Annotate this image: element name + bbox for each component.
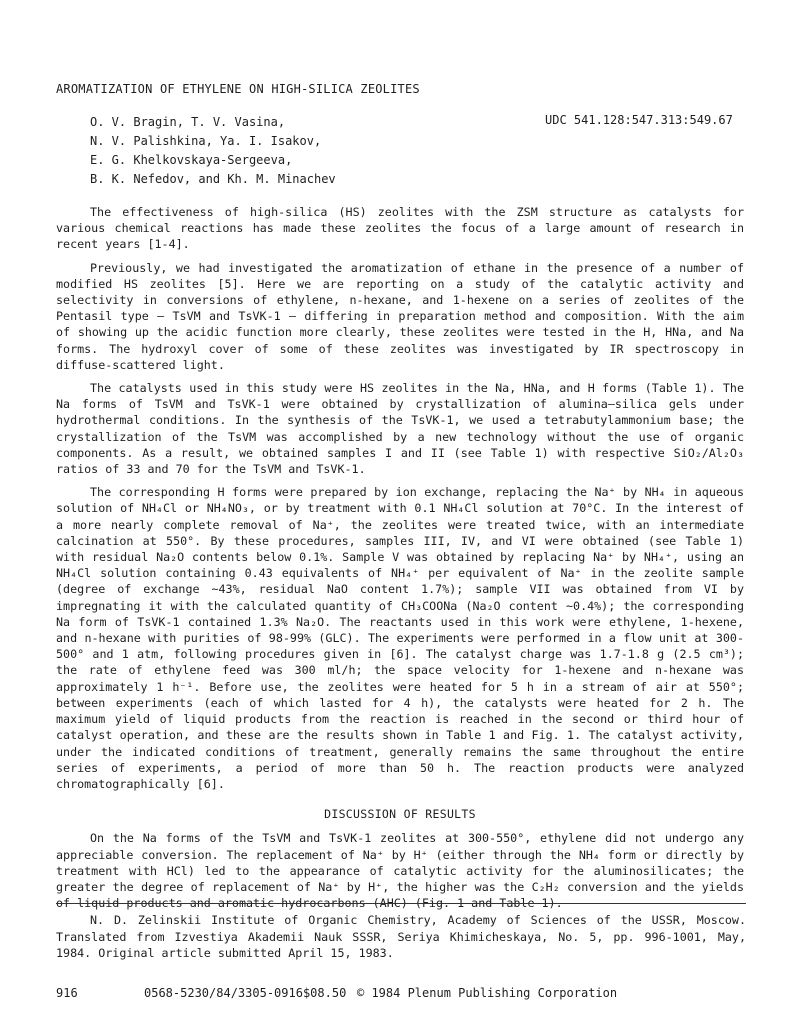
footnote: [56, 912, 746, 962]
body-paragraph: On the Na forms of the TsVM and TsVK-1 zeolites at 300-550°, ethylene did not undergo any appreciable conversion. The replacement of Na⁺ by H⁺ (either through the NH₄ form or directly by treatment with HCl) led to the appearance of catalytic activity for the aluminosilicates; the greater the degree of replacement of Na⁺ by H⁺, the higher was the C₂H₂ conversion and the yields of liquid products and aromatic hydrocarbons (AHC) (Fig. 1 and Table 1).: [56, 831, 744, 911]
footnote-text: N. D. Zelinskii Institute of Organic Chemistry, Academy of Sciences of the USSR, Moscow. Translated from Izvestiya Akademii Nauk SSSR, Seriya Khimicheskaya, No. 5, pp. 996-1001, May, 1984. Original article submitted April 15, 1983.: [56, 913, 746, 960]
body-paragraph: Previously, we had investigated the aromatization of ethane in the presence of a number of modified HS zeolites [5]. Here we are reporting on a study of the catalytic activity and selectivity in conversions of ethylene, n-hexane, and 1-hexene on a series of zeolites of the Pentasil type — TsVM and TsVK-1 — differing in preparation method and composition. With the aim of showing up the acidic function more clearly, these zeolites were tested in the H, HNa, and Na forms. The hydroxyl cover of some of these zeolites was investigated by IR spectroscopy in diffuse-scattered light.: [56, 260, 744, 372]
author-line: B. K. Nefedov, and Kh. M. Minachev: [90, 172, 336, 186]
footnote-divider: [56, 903, 746, 904]
page-number: 916: [56, 986, 78, 1000]
body-paragraph: The catalysts used in this study were HS zeolites in the Na, HNa, and H forms (Table 1). The Na forms of TsVM and TsVK-1 were obtained by crystallization of alumina–silica gels under hydrothermal conditions. In the synthesis of the TsVK-1, we used a tetrabutylammonium base; the crystallization of the TsVM was accomplished by a new technology without the use of organic components. As a result, we obtained samples I and II (see Table 1) with respective SiO₂/Al₂O₃ ratios of 33 and 70 for the TsVM and TsVK-1.: [56, 381, 744, 477]
author-line: O. V. Bragin, T. V. Vasina,: [90, 115, 286, 129]
article-code: 0568-5230/84/3305-0916$08.50: [144, 986, 347, 1000]
author-list: [90, 113, 336, 189]
article-body: [56, 204, 744, 918]
body-paragraph: The effectiveness of high-silica (HS) zeolites with the ZSM structure as catalysts for various chemical reactions has made these zeolites the focus of a large amount of research in recent years [1-4].: [56, 205, 744, 252]
author-line: E. G. Khelkovskaya-Sergeeva,: [90, 153, 293, 167]
author-line: N. V. Palishkina, Ya. I. Isakov,: [90, 134, 322, 148]
article-title: AROMATIZATION OF ETHYLENE ON HIGH-SILICA ZEOLITES: [56, 82, 420, 96]
body-paragraph: The corresponding H forms were prepared by ion exchange, replacing the Na⁺ by NH₄ in aqueous solution of NH₄Cl or NH₄NO₃, or by treatment with 0.1 NH₄Cl solution at 70°C. In the interest of a more nearly complete removal of Na⁺, the zeolites were treated twice, with an intermediate calcination at 550°. By these procedures, samples III, IV, and VI were obtained (see Table 1) with residual Na₂O contents below 0.1%. Sample V was obtained by replacing Na⁺ by NH₄⁺, using an NH₄Cl solution containing 0.43 equivalents of NH₄⁺ per equivalent of Na⁺ in the zeolite sample (degree of exchange ~43%, residual NaO content 1.7%); sample VII was obtained from VI by impregnating it with the calculated quantity of CH₃COONa (Na₂O content ~0.4%); the corresponding Na form of TsVK-1 contained 1.3% Na₂O. The reactants used in this work were ethylene, 1-hexene, and n-hexane with purities of 98-99% (GLC). The experiments were performed in a flow unit at 300-500° and 1 atm, following procedures given in [6]. The catalyst charge was 1.7-1.8 g (2.5 cm³); the rate of ethylene feed was 300 ml/h; the space velocity for 1-hexene and n-hexane was approximately 1 h⁻¹. Before use, the zeolites were heated for 5 h in a stream of air at 550°; between experiments (each of which lasted for 4 h), the catalysts were heated for 2 h. The maximum yield of liquid products from the reaction is reached in the second or third hour of catalyst operation, and these are the results shown in Table 1 and Fig. 1. The catalyst activity, under the indicated conditions of treatment, generally remains the same throughout the entire series of experiments, a period of more than 50 h. The reaction products were analyzed chromatographically [6].: [56, 485, 744, 791]
udc-code: UDC 541.128:547.313:549.67: [545, 113, 733, 127]
section-heading: DISCUSSION OF RESULTS: [324, 807, 476, 822]
copyright-line: © 1984 Plenum Publishing Corporation: [357, 986, 618, 1000]
